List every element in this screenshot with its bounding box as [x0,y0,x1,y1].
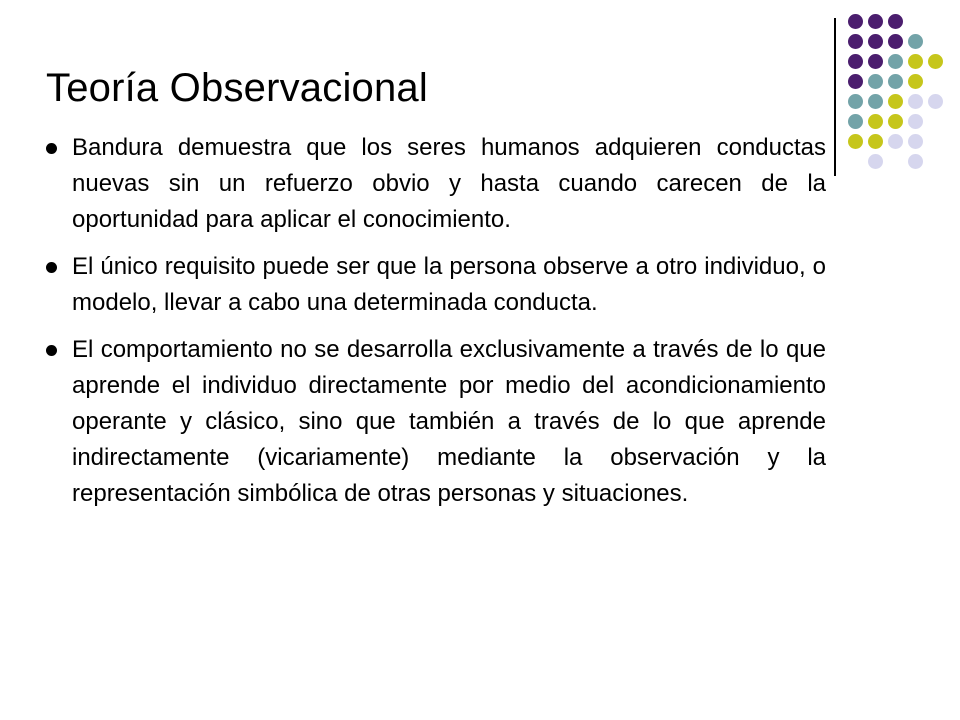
bullet-icon [46,345,57,356]
decorative-dot [908,94,923,109]
decorative-dot [848,114,863,129]
slide-title: Teoría Observacional [46,66,428,110]
decorative-dot [888,114,903,129]
decorative-dot [868,94,883,109]
bullet-item [46,249,826,321]
decorative-dot [908,154,923,169]
decorative-dot [848,94,863,109]
bullet-item [46,332,826,512]
decorative-dot [928,94,943,109]
bullet-icon [46,143,57,154]
decorative-dot [888,54,903,69]
decorative-vertical-rule [834,18,836,176]
decorative-dot [848,74,863,89]
decorative-dot [868,114,883,129]
decorative-dot [848,34,863,49]
decorative-dot [908,134,923,149]
decorative-dot [868,34,883,49]
decorative-dot [868,134,883,149]
decorative-dot [888,34,903,49]
decorative-dot [908,114,923,129]
decorative-dot [888,14,903,29]
decorative-dot [908,74,923,89]
decorative-dot [868,74,883,89]
decorative-dot [908,54,923,69]
bullet-list [46,130,826,523]
decorative-dot [848,14,863,29]
bullet-text: Bandura demuestra que los seres humanos adquieren conductas nuevas sin un refuerzo obvio y hasta cuando carecen de la oportunidad para aplicar el conocimiento. [72,134,826,233]
decorative-dot [888,94,903,109]
bullet-item [46,130,826,238]
decorative-dot [868,14,883,29]
decorative-dot [848,134,863,149]
decorative-dot [908,34,923,49]
decorative-dot [868,54,883,69]
bullet-text: El único requisito puede ser que la persona observe a otro individuo, o modelo, llevar a cabo una determinada conducta. [72,253,826,316]
bullet-icon [46,262,57,273]
decorative-dot [888,134,903,149]
decorative-dot [848,54,863,69]
decorative-dot [888,74,903,89]
decorative-dot [928,54,943,69]
bullet-text: El comportamiento no se desarrolla exclusivamente a través de lo que aprende el individuo directamente por medio del acondicionamiento operante y clásico, sino que también a través de lo que aprende indirectamente (vicariamente) mediante la observación y la representación simbólica de otras personas y situaciones. [72,336,826,507]
decorative-dot [868,154,883,169]
